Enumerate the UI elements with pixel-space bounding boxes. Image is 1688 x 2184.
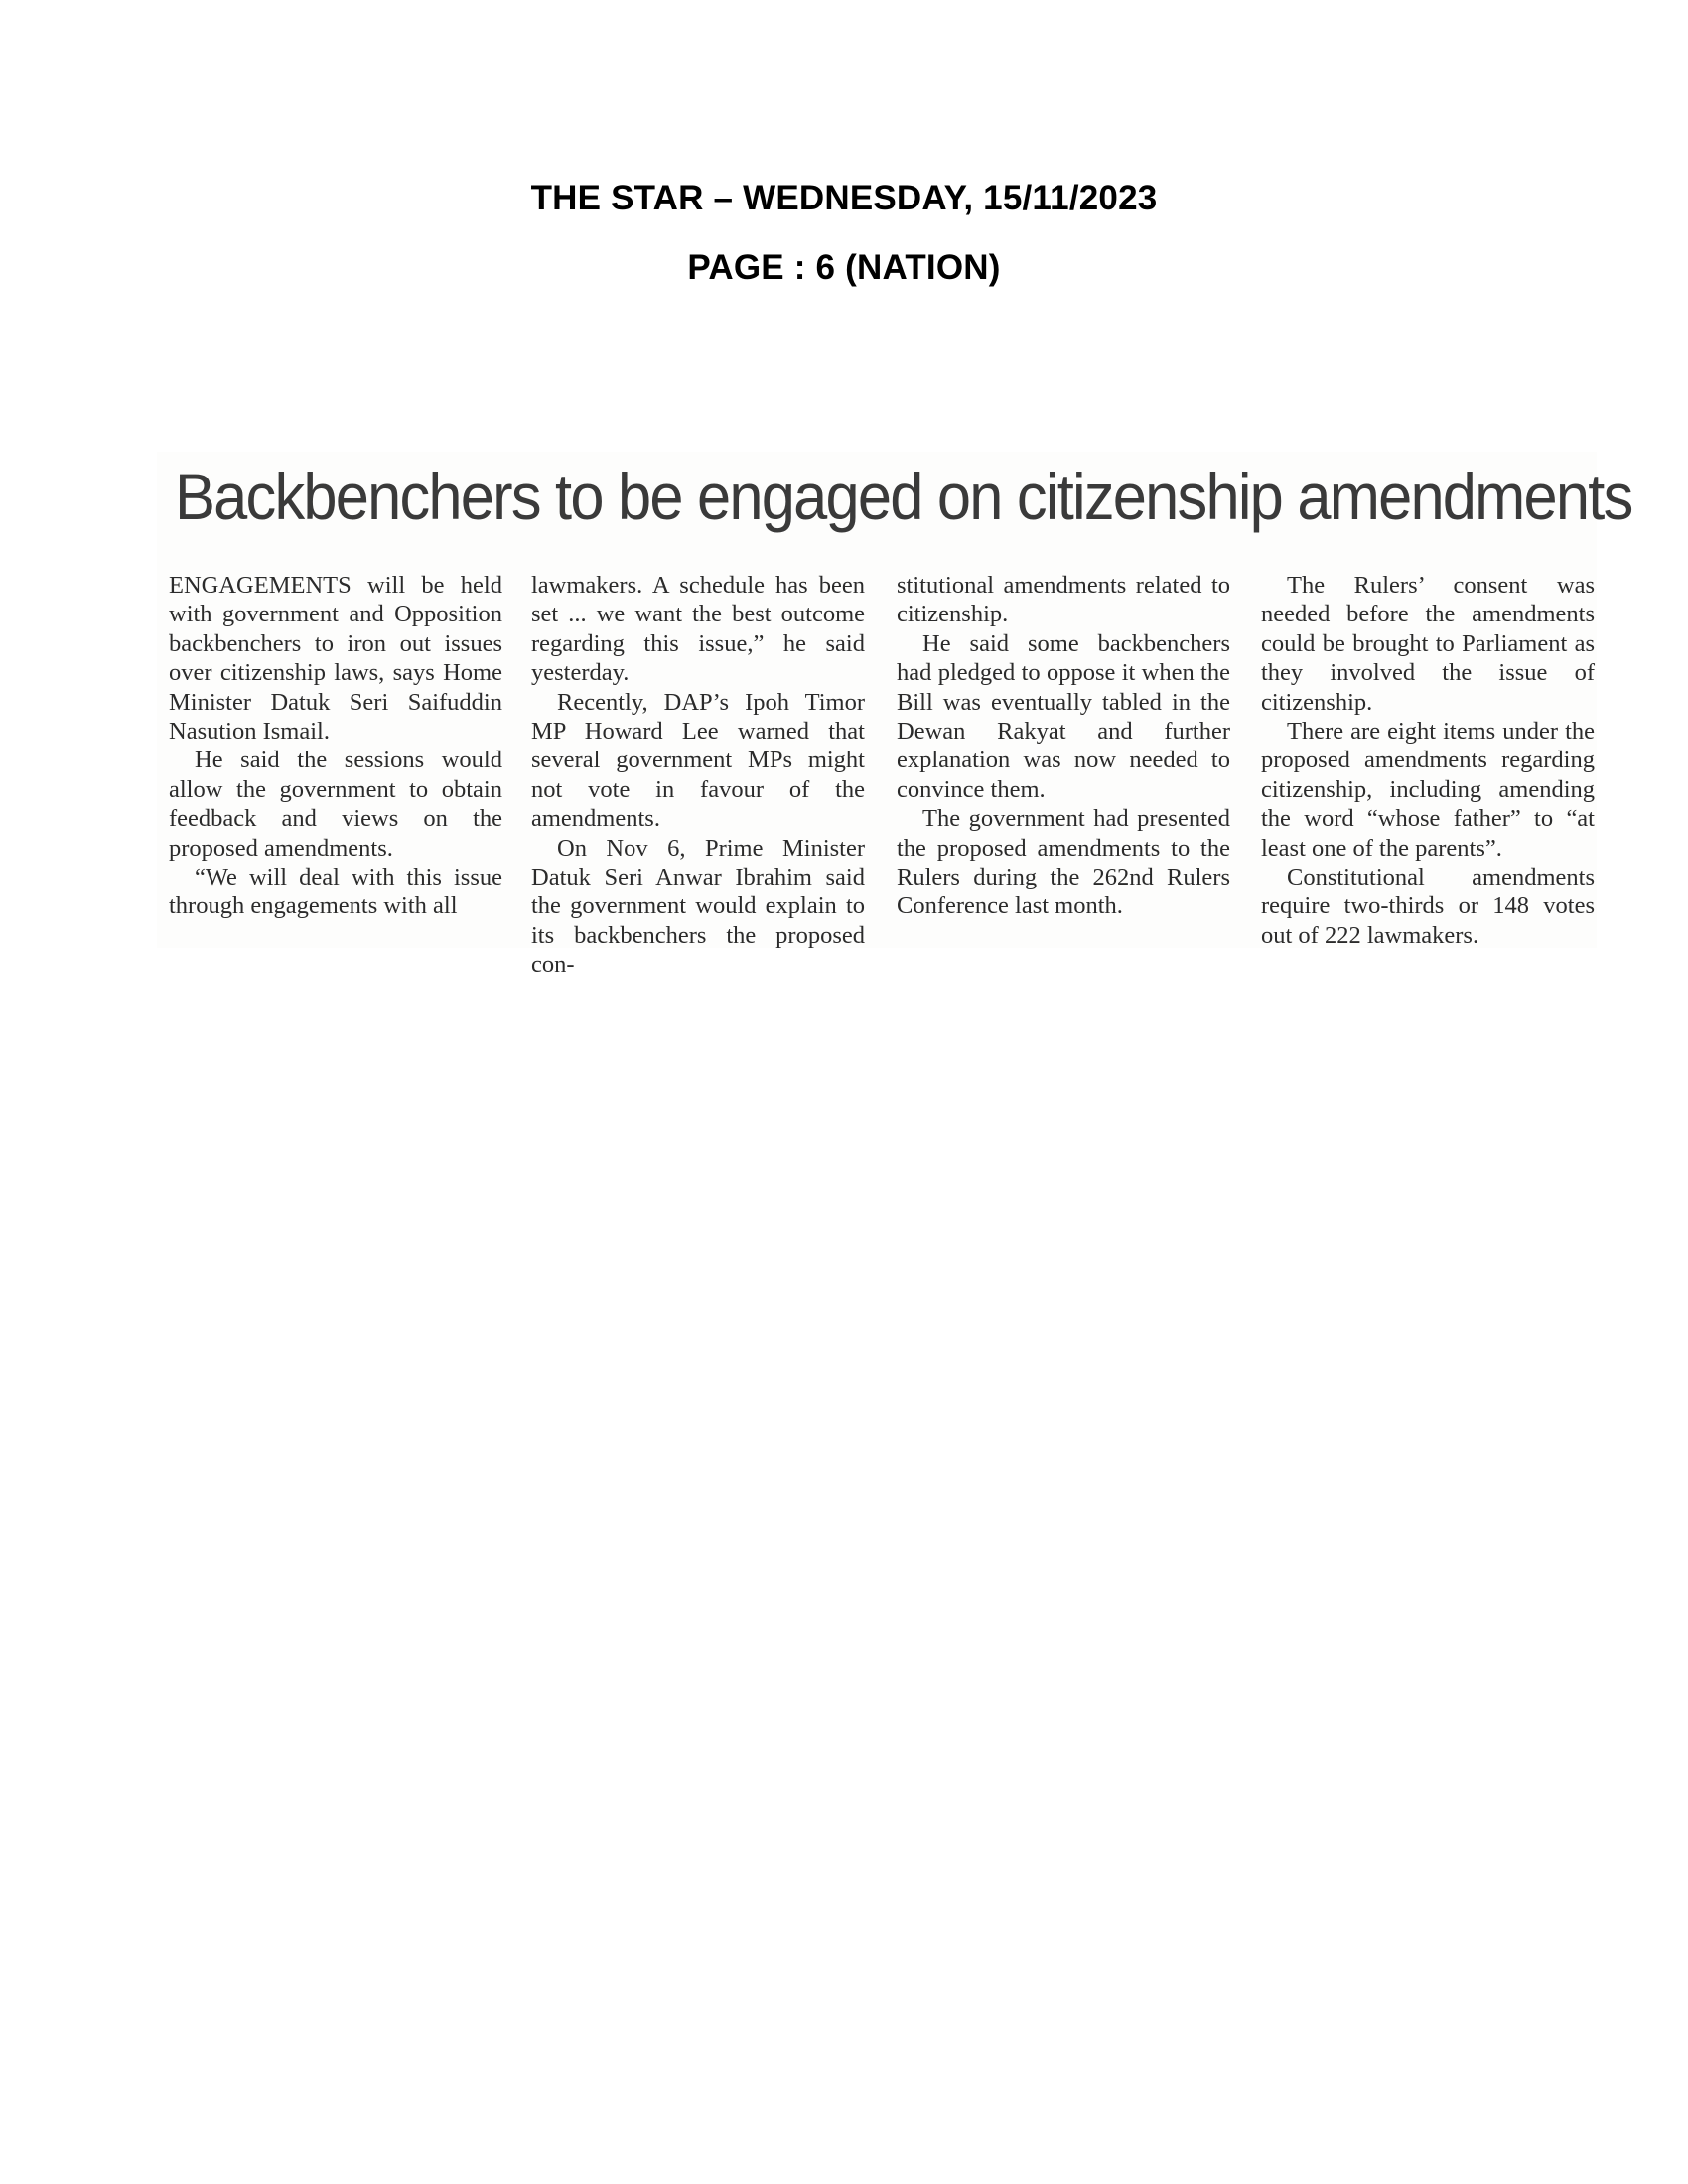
newspaper-clipping (157, 452, 1632, 979)
article-column-1 (169, 571, 502, 921)
page-section-line: PAGE : 6 (NATION) (687, 248, 1001, 287)
paragraph: He said the sessions would allow the government to obtain feedback and views on the proposed amendments. (169, 747, 502, 862)
paragraph: Recently, DAP’s Ipoh Timor MP Howard Lee warned that several government MPs might not vote in favour of the amendments. (531, 688, 865, 833)
paragraph: There are eight items under the proposed amendments regarding citizenship, including amending the word “whose father” to “at least one of the parents”. (1261, 718, 1595, 862)
paragraph: On Nov 6, Prime Minister Datuk Seri Anwar Ibrahim said the government would explain to its backbenchers the proposed con- (531, 834, 865, 979)
paragraph: stitutional amendments related to citizenship. (897, 572, 1230, 628)
article-column-4 (1261, 571, 1595, 950)
paragraph: lawmakers. A schedule has been set ... we want the best outcome regarding this issue,” he said yesterday. (531, 572, 865, 687)
article-body (169, 571, 1604, 979)
paragraph: “We will deal with this issue through engagements with all (169, 864, 502, 920)
article-headline: Backbenchers to be engaged on citizenship amendments (175, 460, 1632, 533)
article-column-2 (531, 571, 865, 980)
paragraph: Constitutional amendments require two-thirds or 148 votes out of 222 lawmakers. (1261, 864, 1595, 949)
publication-date-line: THE STAR – WEDNESDAY, 15/11/2023 (530, 179, 1158, 217)
paragraph: ENGAGEMENTS will be held with government and Opposition backbenchers to iron out issues over citizenship laws, says Home Minister Datuk Seri Saifuddin Nasution Ismail. (169, 572, 502, 746)
paragraph: The government had presented the proposed amendments to the Rulers during the 262nd Rulers Conference last month. (897, 805, 1230, 920)
article-column-3 (897, 571, 1230, 921)
paragraph: He said some backbenchers had pledged to oppose it when the Bill was eventually tabled in the Dewan Rakyat and further explanation was now needed to convince them. (897, 629, 1230, 803)
paragraph: The Rulers’ consent was needed before the amendments could be brought to Parliament as they involved the issue of citizenship. (1261, 572, 1595, 716)
